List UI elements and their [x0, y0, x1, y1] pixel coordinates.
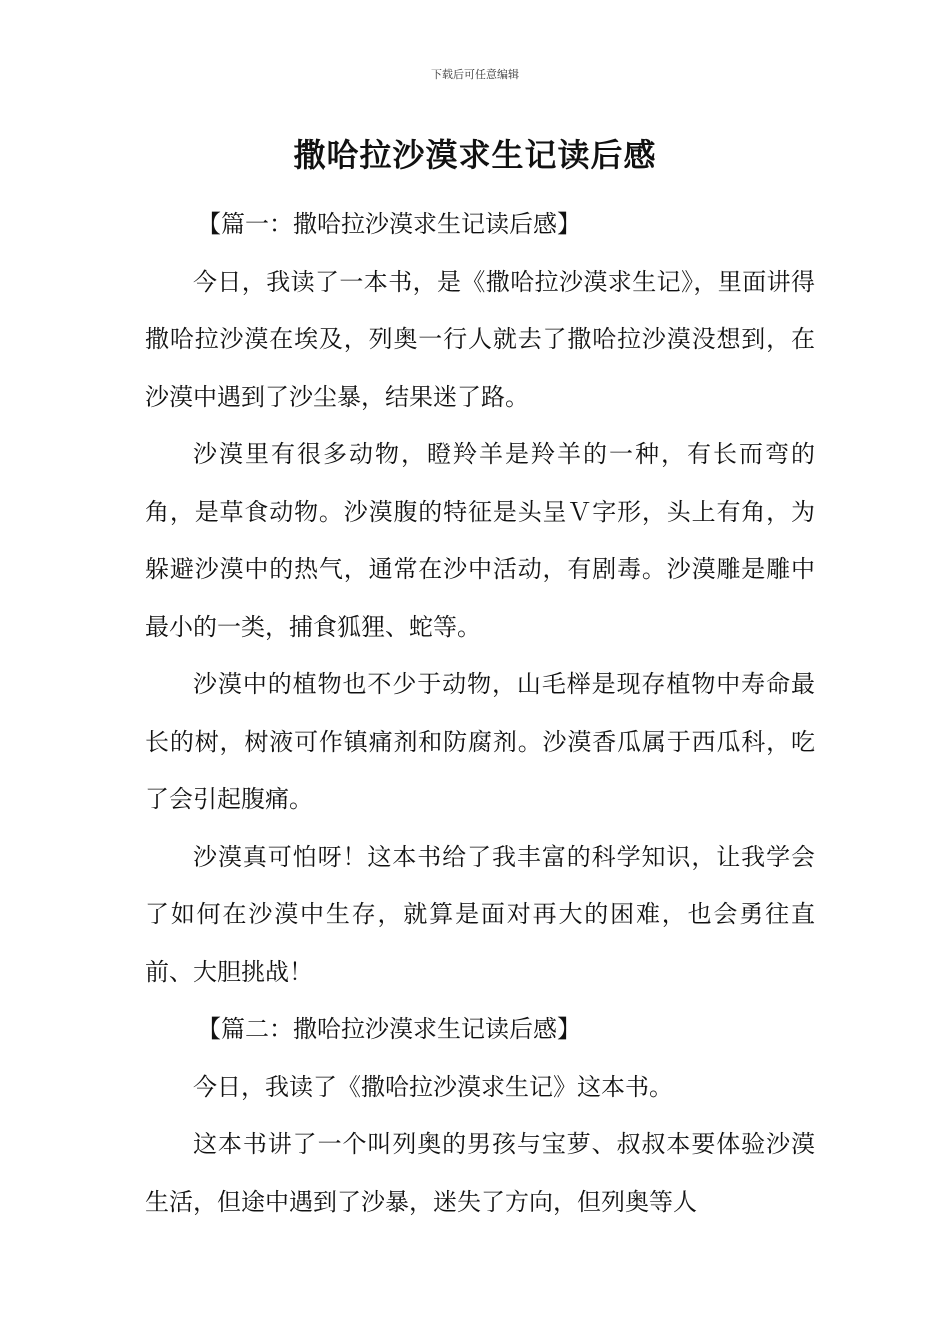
section-heading: 【篇二：撒哈拉沙漠求生记读后感】 [197, 1015, 581, 1043]
paragraph: 沙漠真可怕呀！这本书给了我丰富的科学知识，让我学会了如何在沙漠中生存，就算是面对再大的困难，也会勇往直前、大胆挑战！ [145, 842, 815, 986]
section-1 [145, 196, 815, 1001]
header-note: 下载后可任意编辑 [431, 68, 519, 81]
paragraph: 沙漠里有很多动物，瞪羚羊是羚羊的一种，有长而弯的角，是草食动物。沙漠腹的特征是头呈Ｖ字形，头上有角，为躲避沙漠中的热气，通常在沙中活动，有剧毒。沙漠雕是雕中最小的一类，捕食狐狸、蛇等。 [145, 440, 815, 641]
paragraph: 今日，我读了《撒哈拉沙漠求生记》这本书。 [193, 1072, 673, 1101]
section-2 [145, 1001, 815, 1231]
document-body [145, 196, 815, 1231]
section-heading: 【篇一：撒哈拉沙漠求生记读后感】 [197, 210, 581, 238]
paragraph: 今日，我读了一本书，是《撒哈拉沙漠求生记》，里面讲得撒哈拉沙漠在埃及，列奥一行人就去了撒哈拉沙漠没想到，在沙漠中遇到了沙尘暴，结果迷了路。 [145, 267, 815, 411]
paragraph: 沙漠中的植物也不少于动物，山毛榉是现存植物中寿命最长的树，树液可作镇痛剂和防腐剂。沙漠香瓜属于西瓜科，吃了会引起腹痛。 [145, 670, 815, 813]
document-title: 撒哈拉沙漠求生记读后感 [293, 136, 657, 174]
paragraph: 这本书讲了一个叫列奥的男孩与宝萝、叔叔本要体验沙漠生活，但途中遇到了沙暴，迷失了方向，但列奥等人 [145, 1130, 815, 1216]
